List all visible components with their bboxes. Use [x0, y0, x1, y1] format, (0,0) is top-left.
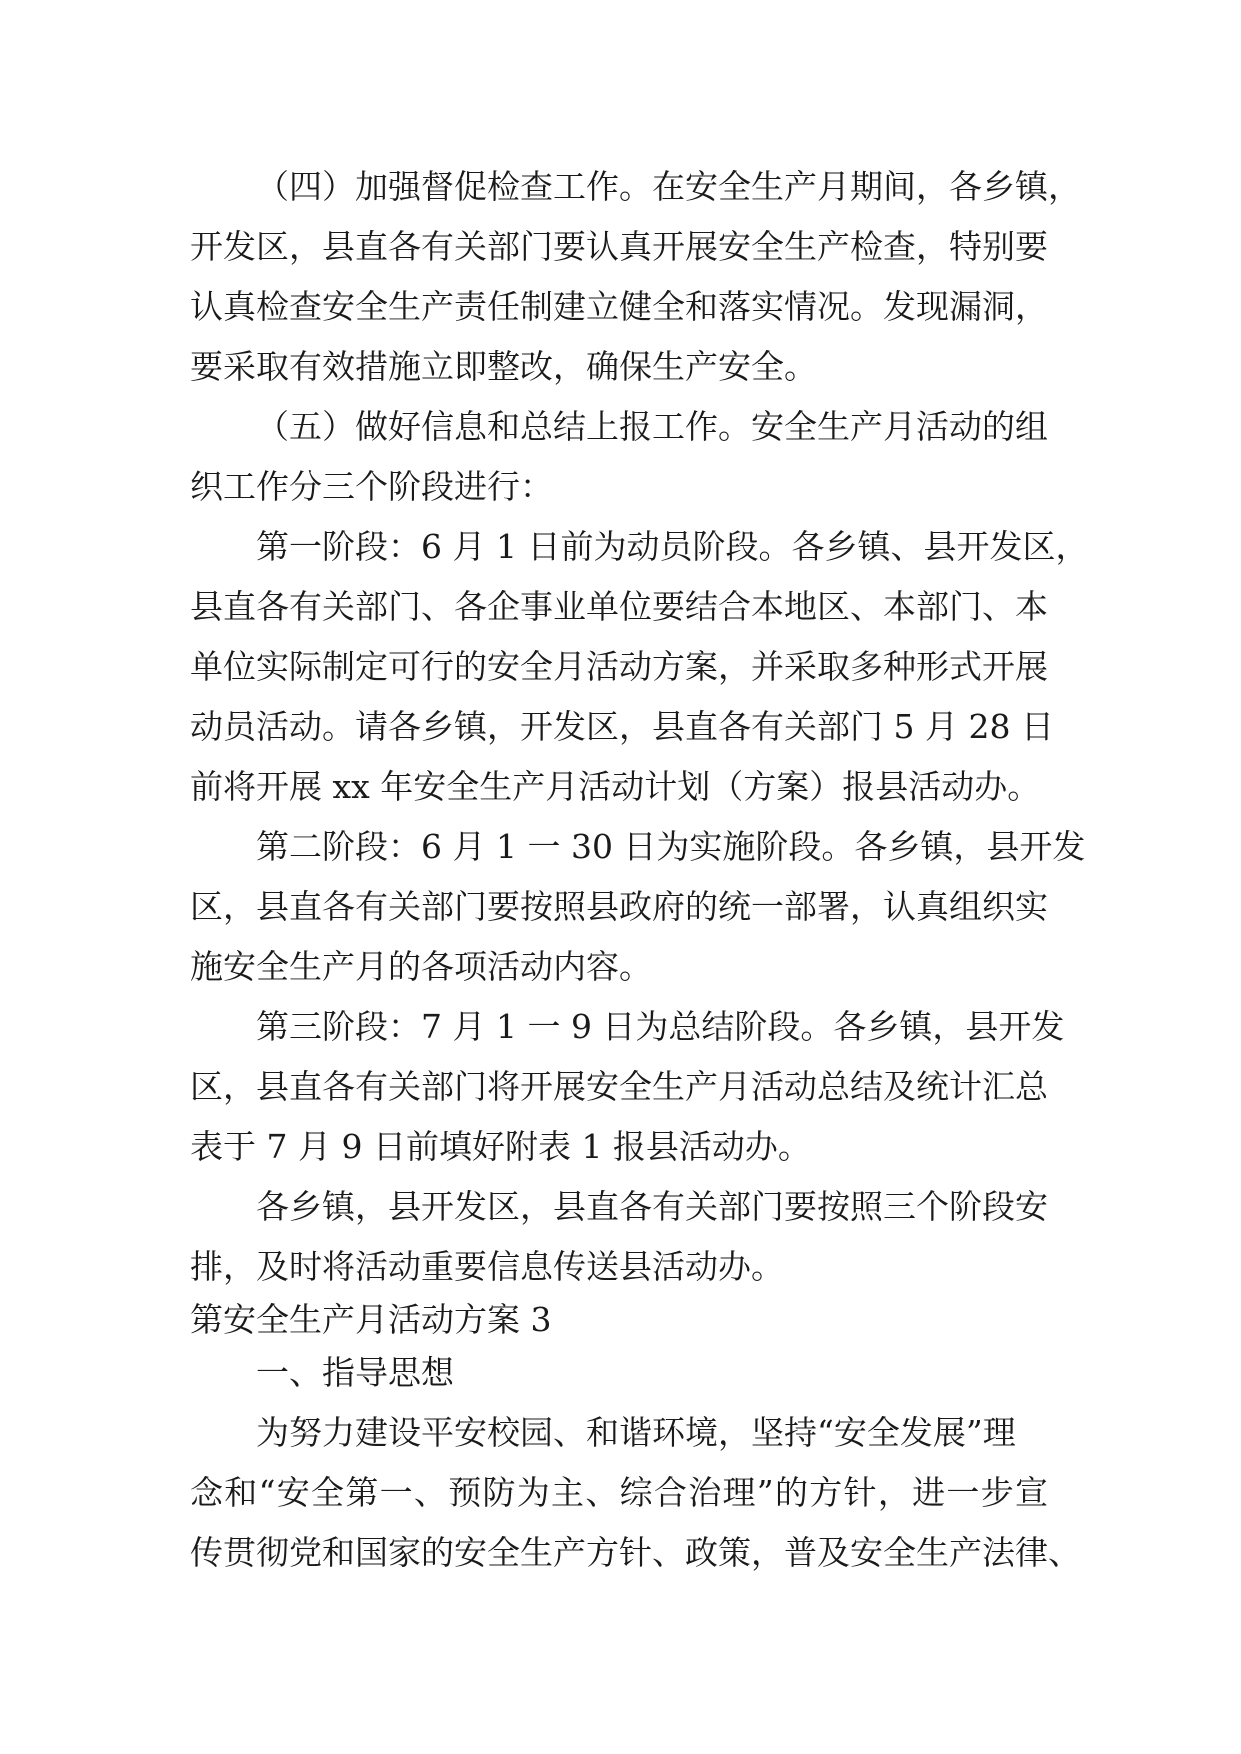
paragraph-line: 区，县直各有关部门要按照县政府的统一部署，认真组织实	[190, 887, 1048, 926]
paragraph-line: 念和“安全第一、预防为主、综合治理”的方针，进一步宣	[190, 1473, 1048, 1512]
paragraph-line: 开发区，县直各有关部门要认真开展安全生产检查，特别要	[190, 227, 1048, 266]
paragraph-line: 认真检查安全生产责任制建立健全和落实情况。发现漏洞，	[190, 287, 1048, 326]
section-title: 第安全生产月活动方案 3	[190, 1300, 552, 1339]
paragraph-line: 动员活动。请各乡镇，开发区，县直各有关部门 5 月 28 日	[190, 707, 1054, 746]
paragraph-line: （四）加强督促检查工作。在安全生产月期间，各乡镇，	[256, 167, 1081, 206]
paragraph-line: 为努力建设平安校园、和谐环境，坚持“安全发展”理	[256, 1413, 1016, 1452]
paragraph-line: 单位实际制定可行的安全月活动方案，并采取多种形式开展	[190, 647, 1048, 686]
paragraph-line: （五）做好信息和总结上报工作。安全生产月活动的组	[256, 407, 1048, 446]
paragraph-line: 县直各有关部门、各企事业单位要结合本地区、本部门、本	[190, 587, 1048, 626]
paragraph-line: 表于 7 月 9 日前填好附表 1 报县活动办。	[190, 1127, 811, 1166]
paragraph-line: 要采取有效措施立即整改，确保生产安全。	[190, 347, 817, 386]
paragraph-line: 施安全生产月的各项活动内容。	[190, 947, 652, 986]
paragraph-line: 区，县直各有关部门将开展安全生产月活动总结及统计汇总	[190, 1067, 1048, 1106]
paragraph-line: 排，及时将活动重要信息传送县活动办。	[190, 1247, 784, 1286]
paragraph-line: 第三阶段：7 月 1 一 9 日为总结阶段。各乡镇，县开发	[256, 1007, 1065, 1046]
section-heading: 一、指导思想	[256, 1353, 454, 1392]
paragraph-line: 各乡镇，县开发区，县直各有关部门要按照三个阶段安	[256, 1187, 1048, 1226]
paragraph-line: 织工作分三个阶段进行：	[190, 467, 553, 506]
paragraph-line: 第二阶段：6 月 1 一 30 日为实施阶段。各乡镇，县开发	[256, 827, 1086, 866]
paragraph-line: 传贯彻党和国家的安全生产方针、政策，普及安全生产法律、	[190, 1533, 1081, 1572]
paragraph-line: 第一阶段：6 月 1 日前为动员阶段。各乡镇、县开发区，	[256, 527, 1089, 566]
paragraph-line: 前将开展 xx 年安全生产月活动计划（方案）报县活动办。	[190, 767, 1041, 806]
